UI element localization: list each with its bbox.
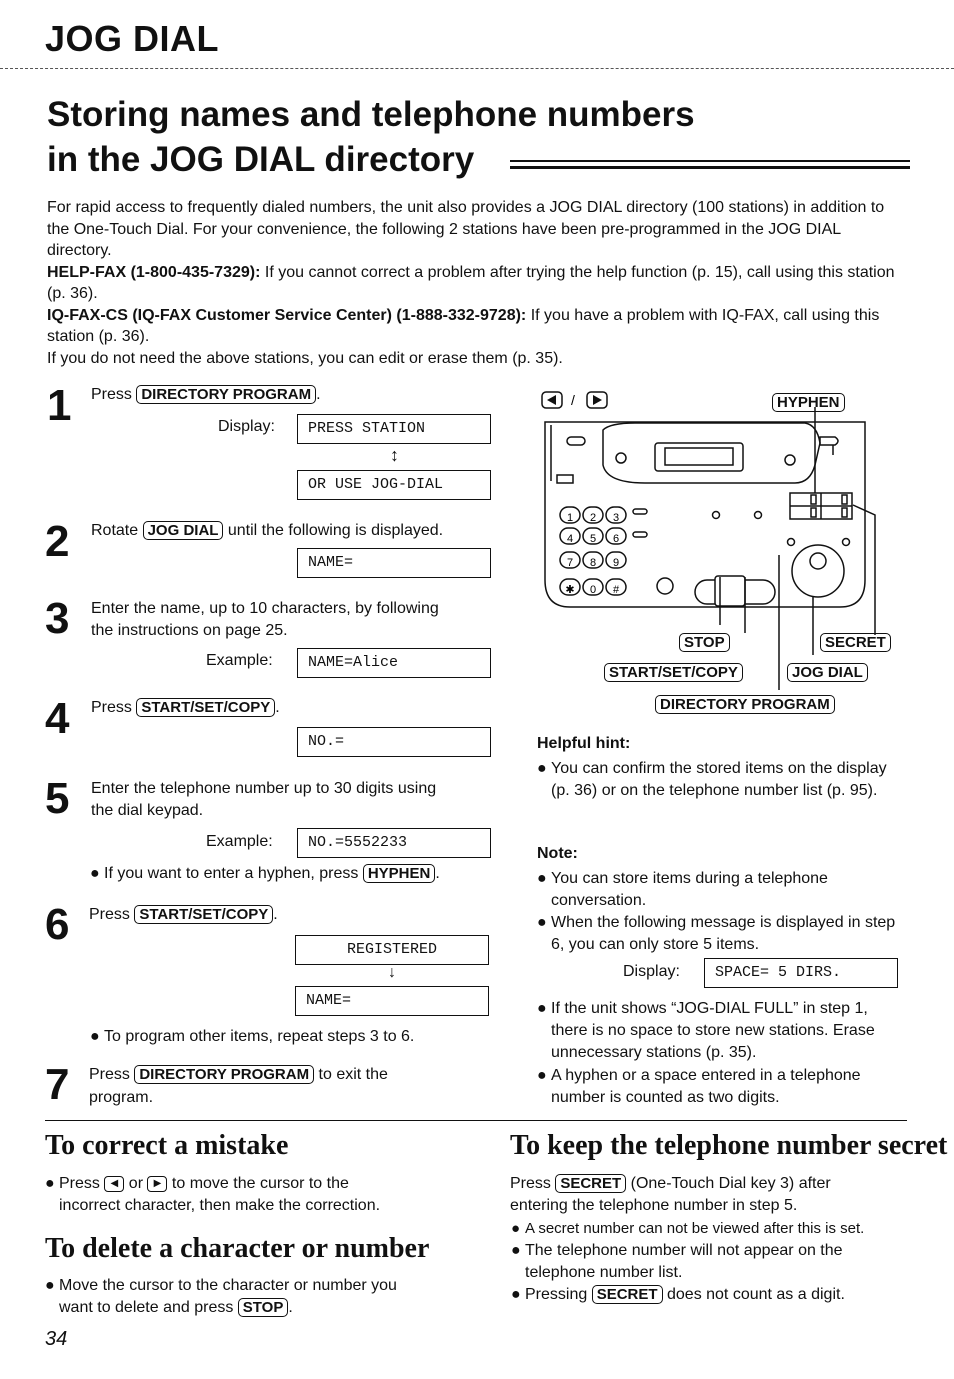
hyphen-key: HYPHEN xyxy=(363,864,436,883)
lcd-no-5552233: NO.=5552233 xyxy=(297,828,491,858)
step-5-number: 5 xyxy=(45,774,70,823)
intro-p1: For rapid access to frequently dialed numbers, the unit also provides a JOG DIAL directory (100 stations) in addition to the One-Touch Dial. For your convenience, the following 2 stations have been pre-programmed in the JOG DIAL directory. xyxy=(47,199,885,259)
secret-bullet-2-text: The telephone number will not appear on the telephone number list. xyxy=(525,1242,843,1281)
stop-key: STOP xyxy=(238,1298,289,1317)
hyphen-bullet-post: . xyxy=(435,865,440,882)
correct-line2: incorrect character, then make the correction. xyxy=(59,1197,381,1214)
correct-heading: To correct a mistake xyxy=(45,1130,289,1161)
lcd-name-empty: NAME= xyxy=(297,548,491,578)
note-bullet-3-text: If the unit shows “JOG-DIAL FULL” in step 1, there is no space to store new stations. Erase unnecessary stations (p. 35). xyxy=(551,1000,875,1061)
start-set-copy-key-2: START/SET/COPY xyxy=(134,905,273,924)
key-2-label: 2 xyxy=(589,512,597,524)
correct-or: or xyxy=(124,1175,148,1192)
diagram-secret-label: SECRET xyxy=(820,633,891,652)
delete-heading: To delete a character or number xyxy=(45,1233,430,1264)
note-bullet-2: ● When the following message is displayed in step 6, you can only store 5 items. xyxy=(537,914,896,953)
secret-bullet-2: ● The telephone number will not appear on the telephone number list. xyxy=(511,1242,843,1281)
correct-pre: Press xyxy=(59,1175,105,1192)
hint-heading: Helpful hint: xyxy=(537,735,631,752)
secret-text xyxy=(510,1173,831,1217)
intro-helpfax xyxy=(47,262,902,305)
step-4-text xyxy=(91,698,280,717)
delete-bullet: ● Move the cursor to the character or number you want to delete and press STOP . xyxy=(45,1277,397,1316)
step-5-text xyxy=(91,778,436,822)
key-hash-label: # xyxy=(612,584,620,596)
key-6-label: 6 xyxy=(612,533,620,545)
key-9-label: 9 xyxy=(612,557,620,569)
step-7-line2: program. xyxy=(89,1089,154,1106)
diagram-dirprog-label: DIRECTORY PROGRAM xyxy=(655,695,835,714)
step-6-number: 6 xyxy=(45,900,70,949)
slash-separator: / xyxy=(571,392,575,408)
note-bullet-2-text: When the following message is displayed in step 6, you can only store 5 items. xyxy=(551,914,896,953)
left-arrow-icon: ◀ xyxy=(104,1176,124,1192)
handset-icon xyxy=(557,475,573,483)
step-5-hyphen-bullet: ● If you want to enter a hyphen, press HYPHEN . xyxy=(90,865,440,882)
step-2-post: until the following is displayed. xyxy=(223,522,444,539)
step-1-number: 1 xyxy=(47,381,72,430)
key-3-label: 3 xyxy=(612,512,620,524)
key-5-label: 5 xyxy=(589,533,597,545)
step-3-example-label: Example: xyxy=(206,652,273,669)
step-7-number: 7 xyxy=(45,1060,70,1109)
top-right-slot xyxy=(820,437,838,445)
key-8-label: 8 xyxy=(589,557,597,569)
step-4-post: . xyxy=(275,699,280,716)
step-6-text xyxy=(89,905,278,924)
lcd-registered: REGISTERED xyxy=(295,935,489,965)
jog-dial-key: JOG DIAL xyxy=(143,521,224,540)
iqfax-text: If you have a problem with IQ-FAX, call using this station (p. 36). xyxy=(47,306,880,345)
step-2-number: 2 xyxy=(45,517,70,566)
diagram-jog-label: JOG DIAL xyxy=(787,663,868,682)
diagram-start-label: START/SET/COPY xyxy=(604,663,743,682)
step-3-number: 3 xyxy=(45,594,70,643)
step-5-example-label: Example: xyxy=(206,833,273,850)
correct-post: to move the cursor to the xyxy=(167,1175,349,1192)
secret-line2: entering the telephone number in step 5. xyxy=(510,1197,798,1214)
lcd-window xyxy=(655,443,743,471)
display-left-dot xyxy=(616,453,626,463)
left-arrow-glyph xyxy=(547,395,556,405)
start-set-copy-key: START/SET/COPY xyxy=(136,698,275,717)
jog-dial-knob xyxy=(810,553,826,569)
diagram-stop-label: STOP xyxy=(679,633,730,652)
note-bullet-1: ● You can store items during a telephone conversation. xyxy=(537,870,828,909)
directory-program-key: DIRECTORY PROGRAM xyxy=(136,385,316,404)
secret-key-2: SECRET xyxy=(592,1285,663,1304)
step-5-line2: the dial keypad. xyxy=(91,802,204,819)
step-3-line2: the instructions on page 25. xyxy=(91,622,288,639)
step-4-pre: Press xyxy=(91,699,137,716)
step-1-display-label: Display: xyxy=(218,418,275,435)
header-rule xyxy=(0,68,954,69)
secret-post: (One-Touch Dial key 3) after xyxy=(626,1175,831,1192)
secret-pre: Press xyxy=(510,1175,556,1192)
intro-text xyxy=(47,197,902,369)
step-7-pre: Press xyxy=(89,1066,135,1083)
note-bullet-3: ● If the unit shows “JOG-DIAL FULL” in step 1, there is no space to store new stations. Erase unnecessary stations (p. 35). xyxy=(537,1000,875,1061)
secret-key: SECRET xyxy=(555,1174,626,1193)
delete-pre2: want to delete and press xyxy=(59,1299,238,1316)
step-6-pre: Press xyxy=(89,906,135,923)
helpfax-label: HELP-FAX (1-800-435-7329): xyxy=(47,263,261,281)
step-1-pre: Press xyxy=(91,386,137,403)
key-0-label: 0 xyxy=(589,584,597,596)
step-3-line1: Enter the name, up to 10 characters, by following xyxy=(91,600,439,617)
lcd-press-station: PRESS STATION xyxy=(297,414,491,444)
right-arrow-glyph xyxy=(593,395,602,405)
step-4-number: 4 xyxy=(45,694,70,743)
secret-bullet-3: ● Pressing SECRET does not count as a digit. xyxy=(511,1286,845,1303)
page-number: 34 xyxy=(45,1328,68,1350)
intro-iqfax xyxy=(47,305,902,348)
right-arrow-icon: ▶ xyxy=(147,1176,167,1192)
step-1-post: . xyxy=(316,386,321,403)
secret-bullet-1-text: A secret number can not be viewed after this is set. xyxy=(525,1220,865,1237)
page-title-line1: Storing names and telephone numbers xyxy=(47,95,695,134)
hint-bullet-1-text: You can confirm the stored items on the display (p. 36) or on the telephone number list (p. 95). xyxy=(551,760,887,799)
key-4-label: 4 xyxy=(566,533,574,545)
display-housing xyxy=(603,423,820,483)
hyphen-bullet-pre: If you want to enter a hyphen, press xyxy=(104,865,363,882)
key-7-label: 7 xyxy=(566,557,574,569)
top-left-slot xyxy=(567,437,585,445)
diagram-hyphen-label: HYPHEN xyxy=(772,393,845,412)
title-rule xyxy=(510,160,910,169)
correct-bullet: ● Press ◀ or ▶ to move the cursor to the incorrect character, then make the correction. xyxy=(45,1175,381,1214)
repeat-bullet-text: To program other items, repeat steps 3 to 6. xyxy=(104,1028,415,1045)
secret-b3-pre: Pressing xyxy=(525,1286,592,1303)
note-display-label: Display: xyxy=(623,963,680,980)
lcd-space-5-dirs: SPACE= 5 DIRS. xyxy=(704,958,898,988)
delete-post2: . xyxy=(288,1299,293,1316)
step-7-text xyxy=(89,1063,388,1109)
step-3-text xyxy=(91,598,439,642)
step-1-arrow: ↕ xyxy=(390,445,399,465)
step-5-line1: Enter the telephone number up to 30 digits using xyxy=(91,780,437,797)
note-bullet-4-text: A hyphen or a space entered in a telephone number is counted as two digits. xyxy=(551,1067,861,1106)
key-star-label: ✱ xyxy=(565,584,575,596)
helpfax-text: If you cannot correct a problem after trying the help function (p. 15), call using this station (p. 36). xyxy=(47,263,895,302)
intro-p4: If you do not need the above stations, you can edit or erase them (p. 35). xyxy=(47,349,563,367)
display-right-dot xyxy=(785,455,795,465)
lcd-name-reset: NAME= xyxy=(295,986,489,1016)
step-2-text xyxy=(91,521,443,540)
lcd-name-alice: NAME=Alice xyxy=(297,648,491,678)
step-6-bullet: ● To program other items, repeat steps 3 to 6. xyxy=(90,1028,415,1045)
page-title-line2: in the JOG DIAL directory xyxy=(47,140,475,179)
hint-bullet-1: ● You can confirm the stored items on the display (p. 36) or on the telephone number list (p. 95). xyxy=(537,760,887,799)
step-6-arrow: ↓ xyxy=(388,964,396,981)
directory-program-key-2: DIRECTORY PROGRAM xyxy=(134,1065,314,1084)
section-header: JOG DIAL xyxy=(45,18,220,59)
step-1-text xyxy=(91,385,321,404)
secret-b3-post: does not count as a digit. xyxy=(662,1286,845,1303)
lcd-no-empty: NO.= xyxy=(297,727,491,757)
note-heading: Note: xyxy=(537,845,578,862)
note-bullet-4: ● A hyphen or a space entered in a telephone number is counted as two digits. xyxy=(537,1067,861,1106)
step-2-pre: Rotate xyxy=(91,522,143,539)
delete-line1: Move the cursor to the character or number you xyxy=(59,1277,397,1294)
bottom-divider xyxy=(45,1120,907,1121)
lcd-inner xyxy=(665,448,733,465)
iqfax-label: IQ-FAX-CS (IQ-FAX Customer Service Center) (1-888-332-9728): xyxy=(47,306,527,324)
note-bullet-1-text: You can store items during a telephone conversation. xyxy=(551,870,828,909)
step-6-post: . xyxy=(273,906,278,923)
lcd-or-use-jog-dial: OR USE JOG-DIAL xyxy=(297,470,491,500)
key-1-label: 1 xyxy=(566,512,574,524)
step-7-post: to exit the xyxy=(314,1066,388,1083)
secret-heading: To keep the telephone number secret xyxy=(510,1130,948,1161)
secret-bullet-1: ● A secret number can not be viewed after this is set. xyxy=(511,1220,865,1237)
